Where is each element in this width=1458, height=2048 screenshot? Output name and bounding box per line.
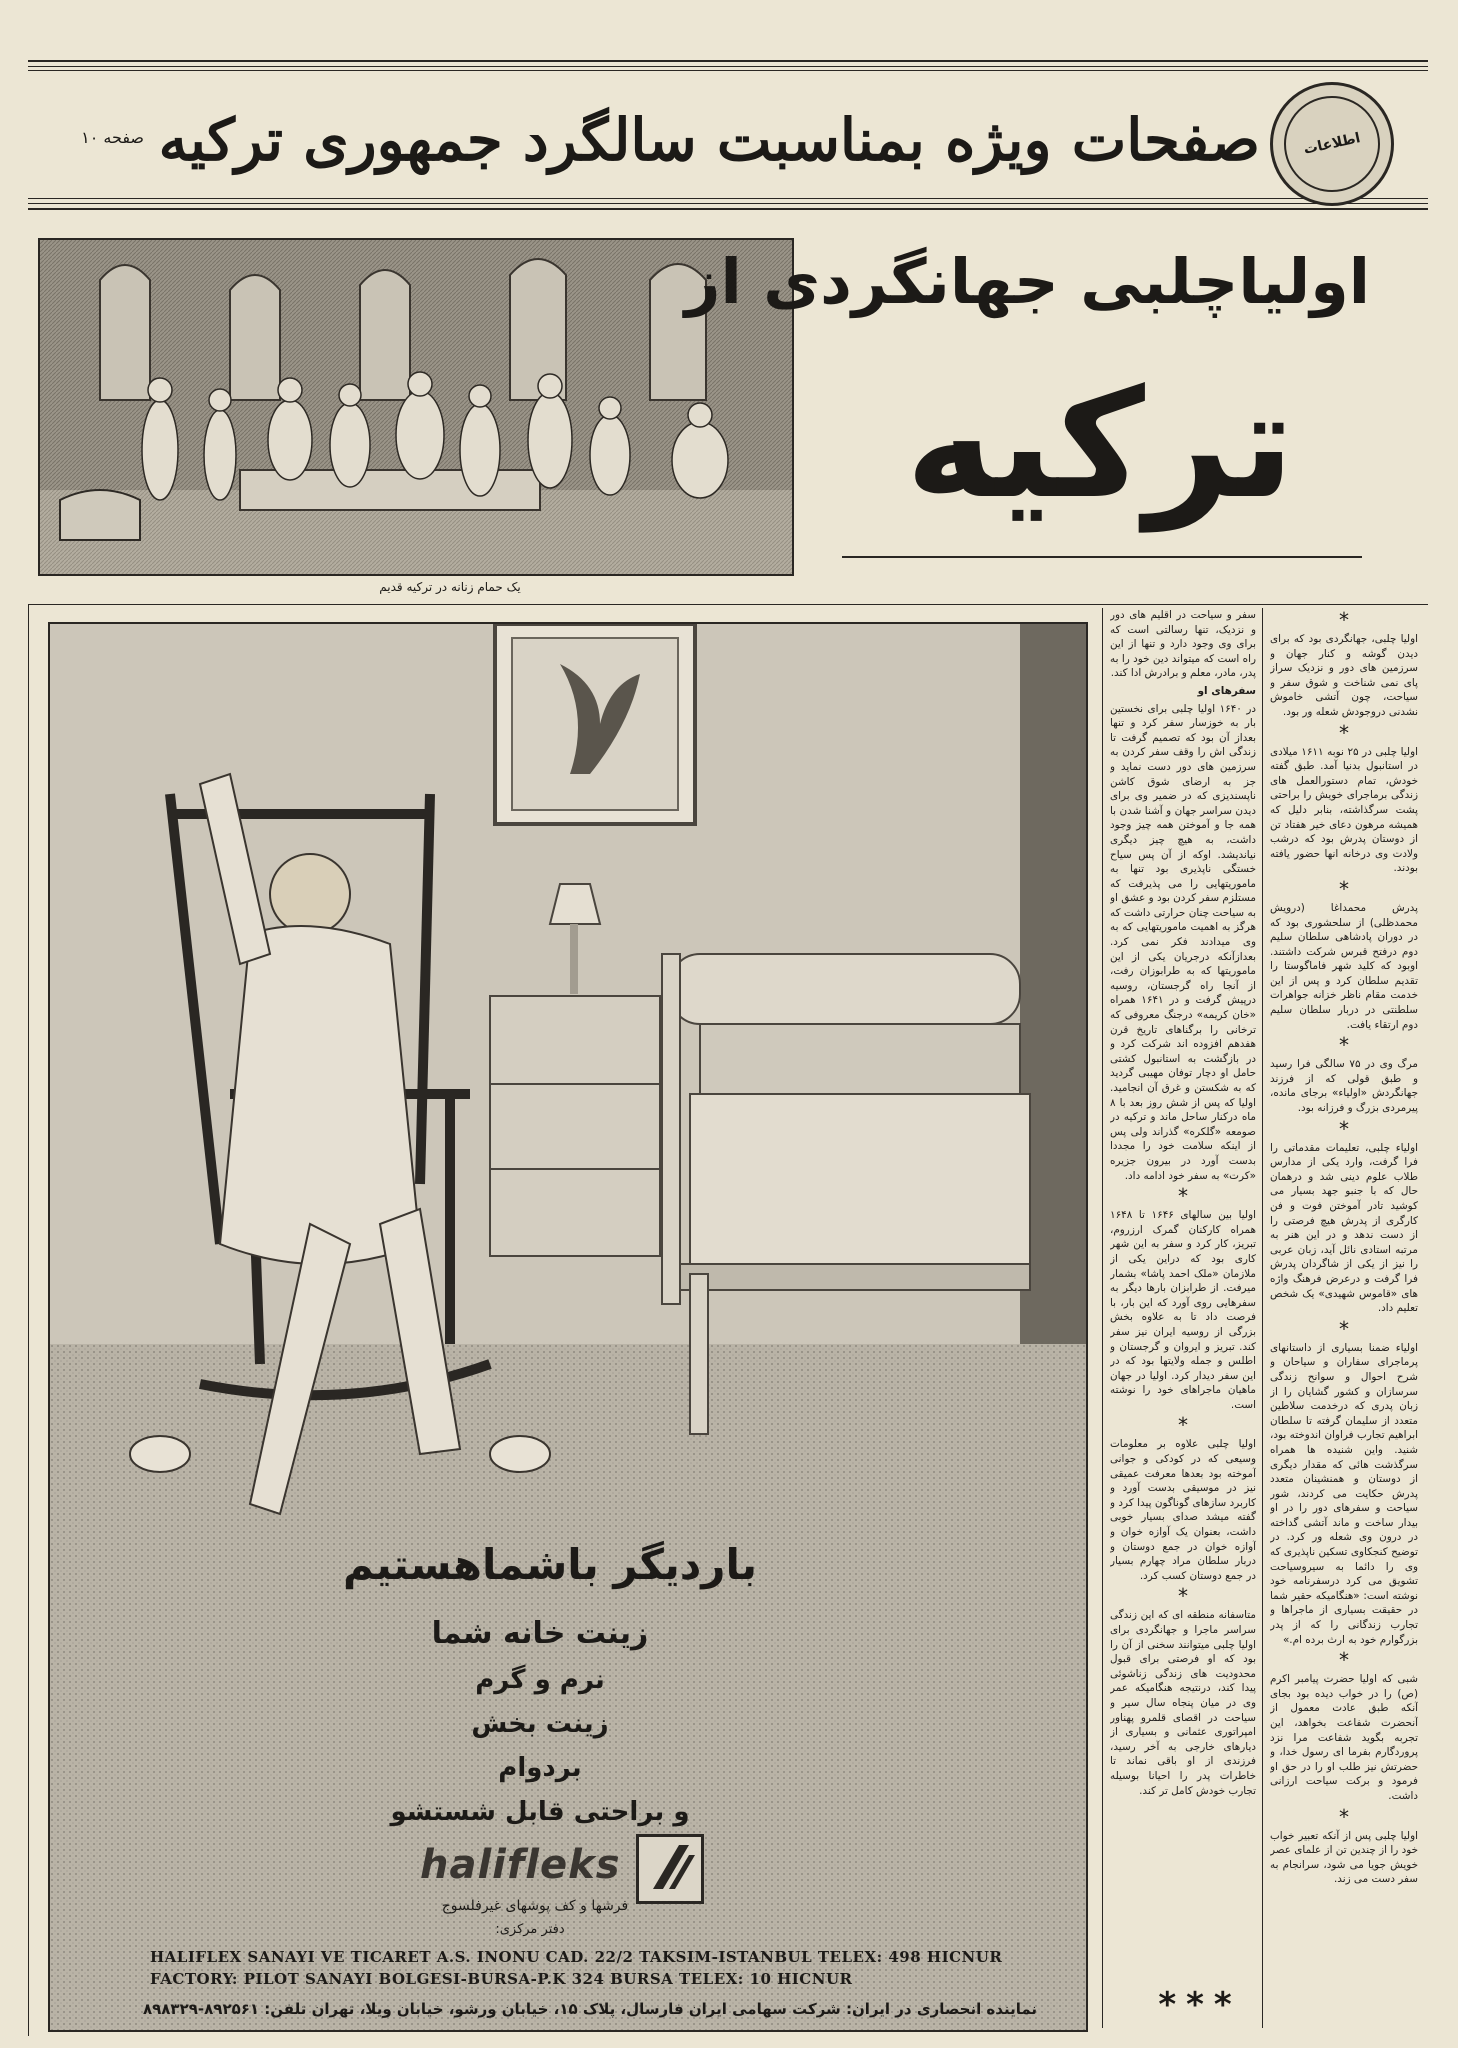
article-column-right	[1270, 608, 1418, 2008]
section-star-icon: *	[1178, 1184, 1188, 1209]
ad-address-istanbul: HALIFLEX SANAYI VE TICARET A.S. INONU CAD. 22/2 TAKSIM-ISTANBUL TELEX: 498 HICNUR	[150, 1948, 1003, 1966]
ad-office-label: دفتر مرکزی:	[495, 1922, 565, 1937]
article-paragraph: اولیاء چلبی، تعلیمات مقدماتی را فرا گرفت، وارد یکی از مدارس طلاب علوم دینی شد و درهمان حال که با جنبو جهد بسیار می کوشید تادر آموختن فوت و فن کارگری از پدرش هیچ فرصتی را از دست ندهد و در این هنر به مرتبه استادی نائل آید، زبان عربی را نیز از یکی از شاگردان پدرش فرا گرفت و درعرض فرهنگ واژه های «قاموس شهیدی» یک شخص تعلیم داد.	[1270, 1141, 1418, 1315]
ad-slogan: باردیگر باشماهستیم	[342, 1540, 758, 1589]
section-star-icon: *	[1339, 608, 1349, 632]
section-star-icon: *	[1339, 720, 1349, 745]
article-paragraph: شبی که اولیا حضرت پیامبر اکرم (ص) را در خواب دیده بود بجای آنکه طبق عادت معمول از آنحضرت شفاعت بخواهد، این تجربه بگوید شفاعت مرا نزد پروردگارم بفرما ای رسول خدا، و حضرتش نیز طلب او را در حق او فرمود و برکت سیاحت ارزانی داشت.	[1270, 1673, 1418, 1802]
article-paragraph: اولیا چلبی در ۲۵ نوبه ۱۶۱۱ میلادی در استانبول بدنیا آمد. طبق گفته خودش، تمام دستورالعمل های زندگی برماجرای خویش را براحتی پشت سرگذاشته، بنابر دلیل که همیشه مرهون دعای خیر هفتاد تن از دوستان پدرش بود که درشب ولادت وی درخانه انها حضور یافته بودند.	[1270, 745, 1418, 875]
feature-headline-top: اولیاچلبی جهانگردی از	[684, 245, 1370, 318]
header-bottom-rule	[28, 198, 1428, 199]
header-bottom-rule-3	[28, 208, 1428, 210]
page-number: صفحه ۱۰	[81, 128, 144, 147]
article-end-mark: ***	[1158, 1985, 1242, 2025]
column-divider-2	[1262, 608, 1263, 2028]
feature-headline-turkey: ترکیه	[905, 358, 1295, 532]
ad-line-4: بردوام	[498, 1753, 582, 1783]
section-star-icon: *	[1339, 1316, 1349, 1341]
article-paragraph: اولیا چلبی، جهانگردی بود که برای دیدن گوشه و کنار جهان و سرزمین های دور و نزدیک سراز پای نمی شناخت و شوق سفر و سیاحت، چون آتشی خاموش نشدنی دروجودش شعله ور بود.	[1270, 633, 1418, 718]
newspaper-logo	[1270, 82, 1394, 206]
section-star-icon: *	[1339, 1033, 1349, 1058]
article-subhead: سفرهای او	[1197, 684, 1256, 697]
ad-line-5: و براحتی قابل شستشو	[390, 1797, 690, 1827]
article-paragraph: متاسفانه منطقه ای که این زندگی سراسر ماجرا و جهانگردی برای اولیا چلبی میتوانند سخنی از آن را بود که او فرصتی برای قبول محدودیت های زندگی زناشوئی پیدا کند، درنتیجه هنگامیکه عمر وی در میان پنجاه سال سیر و سیاحت در اقصای قلمرو پهناور امپراتوری عثمانی و بسیاری از دیارهای خارجی به آخر رسید، فرزندی از او باقی نماند تا خاطرات پدر را احیانا بوسیله تجارب خودش کامل تر کند.	[1110, 1609, 1256, 1797]
feature-title-underline	[842, 556, 1362, 558]
ad-iran-agent: نماینده انحصاری در ایران: شرکت سهامی ایران فارسال، پلاک ۱۵، خیابان ورشو، خیابان ویلا، تهران تلفن: ۸۹۲۵۶۱-۸۹۸۳۲۹	[142, 2000, 1038, 2018]
header-top-rule	[28, 60, 1428, 62]
section-star-icon: *	[1178, 1413, 1188, 1438]
article-paragraph: مرگ وی در ۷۵ سالگی فرا رسید و طبق قولی که از فرزند جهانگردش «اولیاء» برجای مانده، پیرمردی بزرگ و فرزانه بود.	[1270, 1058, 1418, 1115]
photo-caption: یک حمام زنانه در ترکیه قدیم	[379, 580, 521, 594]
ad-address-factory: FACTORY: PILOT SANAYI BOLGESI-BURSA-P.K 324 BURSA TELEX: 10 HICNUR	[150, 1970, 853, 1988]
section-star-icon: *	[1339, 1648, 1349, 1673]
article-column-middle	[1110, 608, 1256, 1988]
header-top-rule-3	[28, 70, 1428, 71]
column-divider-1	[1102, 608, 1103, 2028]
header-bottom-rule-2	[28, 203, 1428, 204]
section-star-icon: *	[1339, 876, 1349, 901]
haliflex-logo-icon	[636, 1834, 704, 1904]
womens-bath-engraving	[38, 238, 794, 576]
section-star-icon: *	[1339, 1804, 1349, 1829]
ad-line-3: زینت بخش	[471, 1709, 609, 1739]
ad-line-1: زینت خانه شما	[431, 1616, 649, 1651]
article-paragraph: اولیاء ضمنا بسیاری از داستانهای پرماجرای سفاران و سیاحان و شرح احوال و سوانح زندگی سرسازان و کشور گشایان را از زبان پدری که درخدمت سلاطین متعدد از سلیمان گرفته تا سلطان ابراهیم تجارب فراوان اندوخته بود، شنید. واین شنیده ها همراه سرگذشت هائی که مقدار دیگری از دوستان و همنشینان متعدد پدرش حکایت می کردند، شور سیاحت و سفرهای دور را در او بیدار ساخت و ماند آتشی گداخته در درون وی شعله ور کرد. در توضیح کنجکاوی تسکین ناپذیری که وی را دائما به سیروسیاحت تشویق می کرد درسفرنامه خود نوشته است: «هنگامیکه حقیر شما در حقیقت بسیاری از ماجراها و تجارب زندگانی را که از پدر بزرگوارم خود به ارث برده ام.»	[1270, 1341, 1418, 1646]
haliflex-brand: halifleks	[420, 1842, 621, 1888]
article-paragraph: در ۱۶۴۰ اولیا چلبی برای نخستین بار به خوزسار سفر کرد و تنها بعداز آن بود که تصمیم گرفت تا زندگی اش را وقف سفر کردن به سرزمین های دور دست نماید و جز به ارضای شوق کاشن ناپسندیزی که در ضمیر وی برای دیدن سراسر جهان و آشنا شدن با همه جا و آموختن همه چیز وجود داشت، به هیچ چیز دیگری نیاندیشد. اوکه از آن پس سیاح خستگی ناپذیری بود تنها به ماموریتهایی را می پذیرفت که مستلزم سفر کردن بود و عشق او به سیاحت چنان حرارتی داشت که هرگز به اهمیت ماموریتهایی که به وی میدادند فکر نمی کرد. بعدازآنکه درجریان یکی از این ماموریتها که به طرابوزان رفت، از آنجا راه گرجستان، روسیه درپیش گرفت و در ۱۶۴۱ همراه «خان کریمه» درجنگ معروفی که ترخانی را برگناهای تاریخ قرن هفدهم افزوده اند شرکت کرد و در بازگشت به استانبول کشتی حامل او دچار توفان مهیبی گردید که به شکستن و غرق آن انجامید. اولیا که پس از شش روز بعد با ۸ ماه درکنار ساحل ماند و ترکیه در صومعه «گلکره» گذراند ولی پس از اینکه سلامت خود را مجددا بدست آورد در بیرون جزیره «کرت» به سفر خود ادامه داد.	[1110, 702, 1256, 1182]
article-paragraph: اولیا بین سالهای ۱۶۴۶ تا ۱۶۴۸ همراه کارکنان گمرک ارزروم، تبریز، کار کرد و سفر به این شهر کاری بود که دراین یکی از ملازمان «ملک احمد پاشا» بشمار میرفت. از طرابزان بارها دیگر به سفرهایی روی آورد که این بار، با فرصت داد تا به علاوه بخش بزرگی از روسیه ایران نیز سفر کند. تبریز و ایروان و گرجستان و اطلس و جمله ولایتها بود که در این سفر دیدار کرد. اولیا در جهان ماهیان ماجراهای خود را نوشته است.	[1110, 1209, 1256, 1411]
article-paragraph: پدرش محمداغا (درویش محمدظلی) از سلحشوری بود که در دوران پادشاهی سلطان سلیم دوم درفتح قبرس شرکت داشتند. اوبود که کلید شهر فاماگوستا را تقدیم سلطان کرد و پس از این خدمت مقام ناظر خزانه جواهرات سلطنتی در دربار سلطان سلیم دوم ارتقاء یافت.	[1270, 901, 1418, 1031]
article-paragraph: اولیا چلبی علاوه بر معلومات وسیعی که در کودکی و جوانی آموخته بود بعدها معرفت عمیقی نیز در موسیقی بدست آورد و کاربرد سازهای گوناگون پیدا کرد و گفته میشد صدای بسیار خوبی داشت، بعنوان یک آوازه خوان و آوازه خوان در جمع دوستان و دربار سلطان مراد چهارم بسیار در جمع دوستان کسب کرد.	[1110, 1438, 1256, 1582]
article-paragraph: سفر و سیاحت در اقلیم های دور و نزدیک، تنها رسالتی است که برای وی وجود دارد و تنها از این راه است که میتواند دین خود را به پدر، مادر، معلم و برادرش ادا کند.	[1110, 609, 1256, 680]
newspaper-logo-text: اطلاعات	[1275, 87, 1389, 201]
header-top-rule-2	[28, 66, 1428, 67]
ad-tagline: فرشها و کف پوشهای غیرفلسوج	[441, 1898, 629, 1914]
section-star-icon: *	[1178, 1584, 1188, 1609]
haliflex-logo-mark	[639, 1837, 701, 1901]
section-star-icon: *	[1339, 1116, 1349, 1141]
special-pages-title: صفحات ویژه بمناسبت سالگرد جمهوری ترکیه	[158, 106, 1260, 174]
frame-top	[28, 604, 1428, 605]
frame-left	[28, 604, 29, 2036]
article-paragraph: اولیا چلبی پس از آنکه تعبیر خواب خود را از چندین تن از علمای عصر خویش جویا می شود، سرانجام به سفر دست می زند.	[1270, 1829, 1418, 1886]
engraving-illustration	[40, 240, 792, 574]
ad-line-2: نرم و گرم	[475, 1665, 605, 1695]
